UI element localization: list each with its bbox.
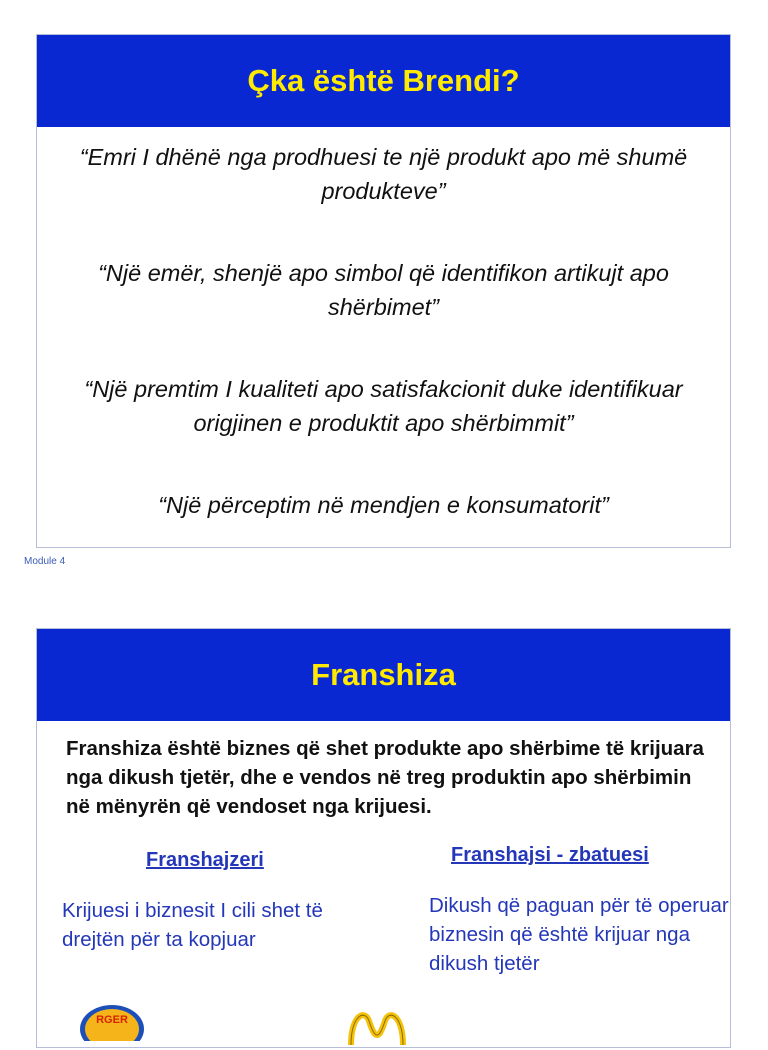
- slide-title: Çka është Brendi?: [37, 35, 730, 127]
- quote-3: “Një premtim I kualiteti apo satisfakcionit duke identifikuar origjinen e produktit apo shërbimmit”: [84, 376, 683, 436]
- quote-2: “Një emër, shenjë apo simbol që identifikon artikujt apo shërbimet”: [98, 260, 669, 320]
- module-label: Module 4: [24, 556, 66, 567]
- quote-4: “Një përceptim në mendjen e konsumatorit”: [158, 492, 609, 518]
- franchisee-heading: Franshajsi - zbatuesi: [451, 844, 649, 866]
- mcdonalds-logo: [347, 1005, 407, 1045]
- slide-title: Franshiza: [37, 629, 730, 721]
- burger-king-logo: [77, 1001, 147, 1041]
- slide-franchise: [36, 628, 731, 1048]
- franchisor-text: Krijuesi i biznesit I cili shet të drejtën për ta kopjuar: [62, 899, 323, 951]
- franchise-definition: Franshiza është biznes që shet produkte apo shërbime të krijuara nga dikush tjetër, dhe e vendos në treg produktin apo shërbimin në mënyrën që vendoset nga krijuesi.: [66, 737, 704, 818]
- svg-text:RGER: RGER: [96, 1014, 128, 1026]
- quote-1: “Emri I dhënë nga prodhuesi te një produkt apo më shumë produkteve”: [79, 144, 688, 204]
- franchisee-text: Dikush që paguan për të operuar biznesin që është krijuar nga dikush tjetër: [429, 894, 729, 975]
- franchisor-heading: Franshajzeri: [146, 849, 264, 871]
- slide-brand: [36, 34, 731, 548]
